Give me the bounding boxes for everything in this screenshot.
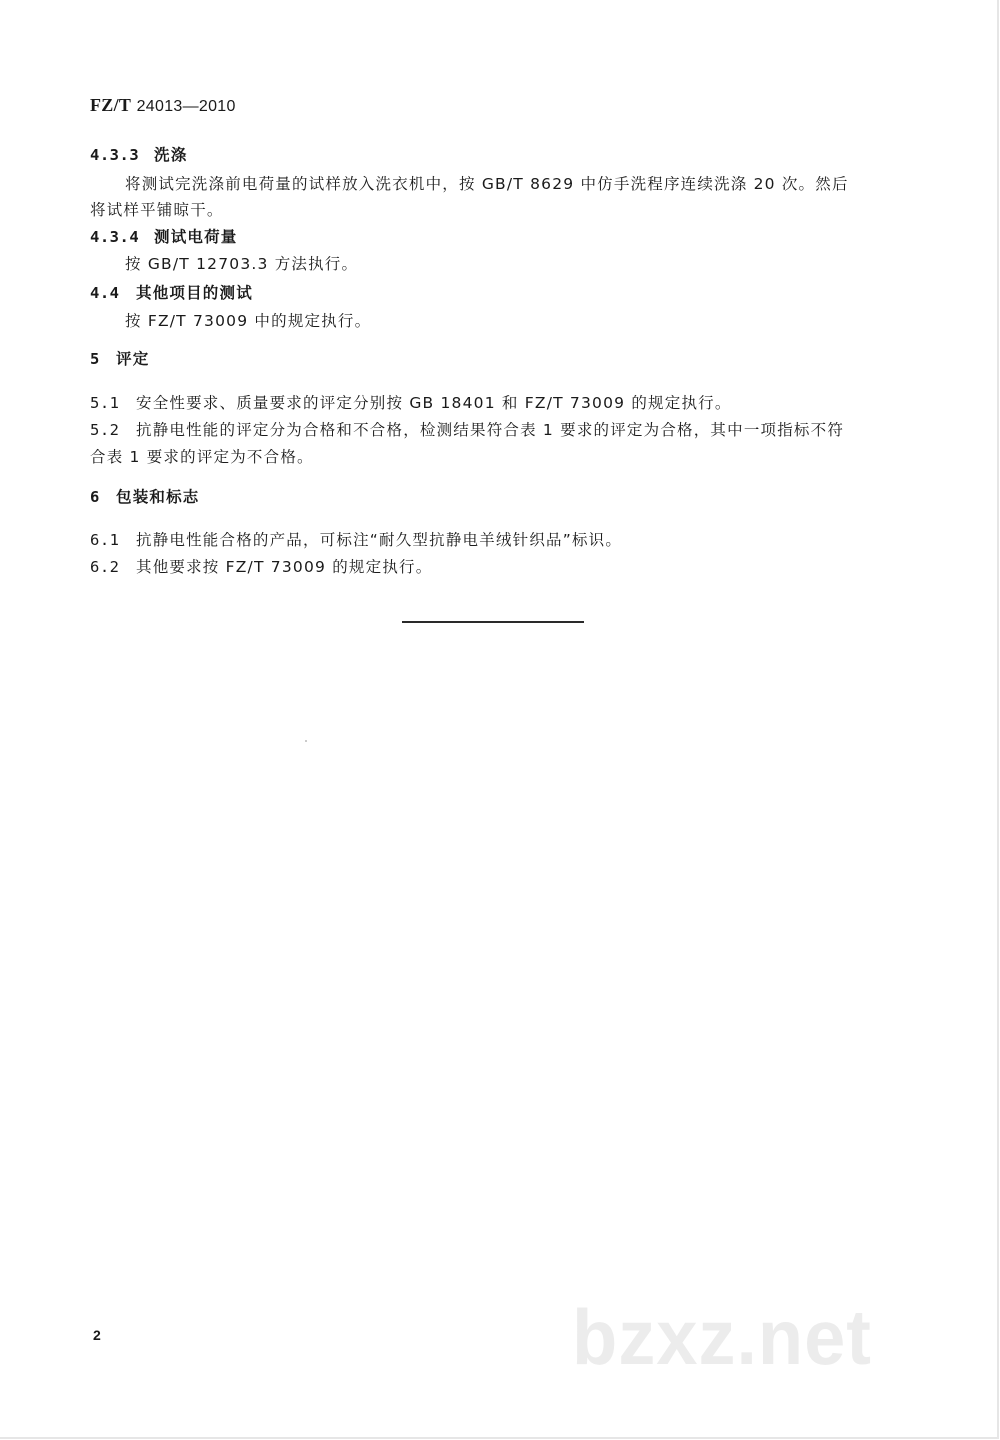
- clause-number: 6.2: [90, 558, 120, 576]
- clause-text: 抗静电性能的评定分为合格和不合格，检测结果符合表 1 要求的评定为合格，其中一项指标不符: [136, 421, 845, 439]
- section-title: 其他项目的测试: [136, 284, 253, 302]
- section-number: 4.4: [90, 284, 120, 302]
- section-title: 洗涤: [154, 146, 188, 164]
- watermark: bzxz.net: [572, 1293, 872, 1381]
- clause-number: 5.1: [90, 394, 120, 412]
- end-of-document-rule: [402, 621, 584, 623]
- section-heading-5: [90, 349, 149, 369]
- clause-6-1: [90, 530, 622, 550]
- clause-text: 其他要求按 FZ/T 73009 的规定执行。: [136, 558, 433, 576]
- standard-number: 24013—2010: [136, 98, 236, 115]
- standard-code-header: [90, 95, 236, 116]
- section-number: 4.3.4: [90, 228, 140, 246]
- section-number: 5: [90, 350, 100, 368]
- paragraph-4-3-3-line-1: 将测试完洗涤前电荷量的试样放入洗衣机中，按 GB/T 8629 中仿手洗程序连续洗涤 20 次。然后: [125, 175, 849, 193]
- page-number: 2: [93, 1327, 101, 1343]
- scan-speck: [305, 740, 307, 742]
- standard-prefix: FZ/T: [90, 95, 132, 115]
- section-heading-4-3-3: [90, 145, 187, 165]
- section-heading-4-3-4: [90, 227, 238, 247]
- section-heading-4-4: [90, 283, 253, 303]
- clause-6-2: [90, 557, 432, 577]
- section-title: 包装和标志: [116, 488, 200, 506]
- section-title: 测试电荷量: [154, 228, 238, 246]
- section-title: 评定: [116, 350, 150, 368]
- paragraph-4-4: 按 FZ/T 73009 中的规定执行。: [125, 312, 372, 330]
- clause-text: 安全性要求、质量要求的评定分别按 GB 18401 和 FZ/T 73009 的规定执行。: [136, 394, 732, 412]
- section-number: 6: [90, 488, 100, 506]
- clause-5-2-line-1: [90, 420, 844, 440]
- clause-number: 6.1: [90, 531, 120, 549]
- clause-5-1: [90, 393, 732, 413]
- clause-number: 5.2: [90, 421, 120, 439]
- paragraph-4-3-4: 按 GB/T 12703.3 方法执行。: [125, 255, 359, 273]
- section-heading-6: [90, 487, 200, 507]
- clause-5-2-line-2: 合表 1 要求的评定为不合格。: [90, 448, 314, 466]
- paragraph-4-3-3-line-2: 将试样平铺晾干。: [90, 201, 224, 219]
- section-number: 4.3.3: [90, 146, 140, 164]
- clause-text: 抗静电性能合格的产品，可标注“耐久型抗静电羊绒针织品”标识。: [136, 531, 623, 549]
